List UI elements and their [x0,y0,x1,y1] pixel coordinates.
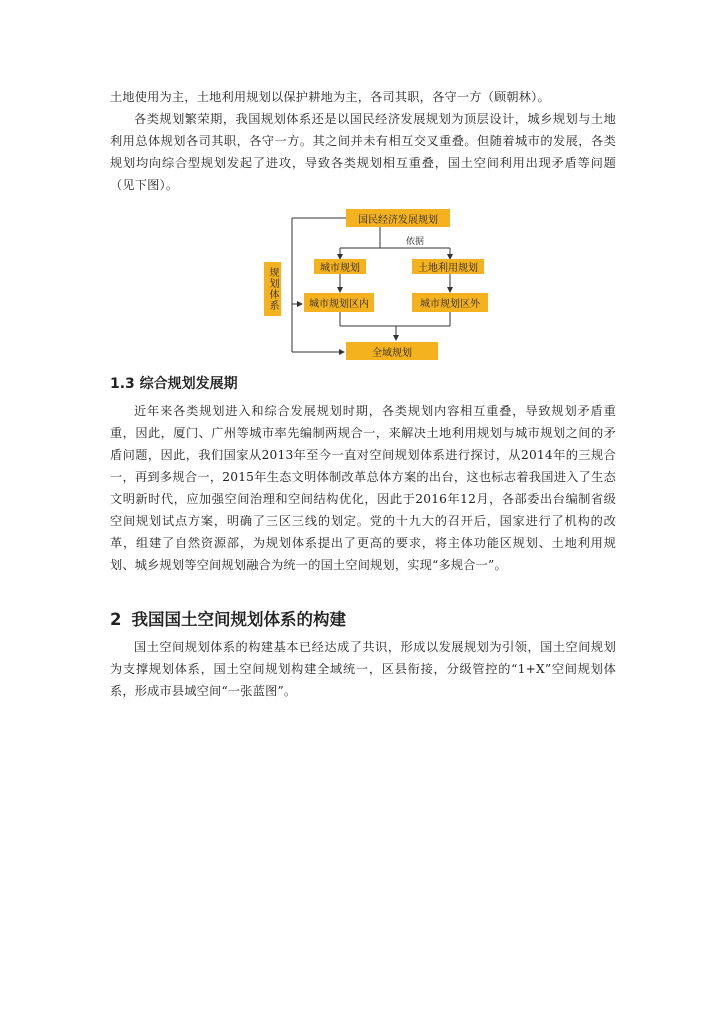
box-city-plan: 城市规划 [314,259,366,274]
paragraph-3: 近年来各类规划进入和综合发展规划时期，各类规划内容相互重叠，导致规划矛盾重重，因此，厦门、广州等城市率先编制两规合一，来解决土地利用规划与城市规划之间的矛盾问题，因此，我们国家从2013年至今一直对空间规划体系进行探讨，从2014年的三规合一，再到多规合一，2015年生态文明体制改革总体方案的出台，这也标志着我国进入了生态文明新时代，应加强空间治理和空间结构优化，因此于2016年12月，各部委出台编制省级空间规划试点方案，明确了三区三线的划定。党的十九大的召开后，国家进行了机构的改革，组建了自然资源部，为规划体系提出了更高的要求，将主体功能区规划、土地利用规划、城乡规划等空间规划融合为统一的国土空间规划，实现“多规合一”。 [110,404,616,572]
box-whole-area-plan: 全域规划 [346,342,438,360]
paragraph-2: 各类规划繁荣期，我国规划体系还是以国民经济发展规划为顶层设计，城乡规划与土地利用总体规划各司其职，各守一方。其之间并未有相互交叉重叠。但随着城市的发展，各类规划均向综合型规划发起了进攻，导致各类规划相互重叠，国土空间利用出现矛盾等问题（见下图）。 [110,112,616,192]
section-title: 我国国土空间规划体系的构建 [131,610,346,629]
box-city-plan-inside: 城市规划区内 [304,293,374,312]
box-national-economic-plan: 国民经济发展规划 [346,209,450,227]
box-land-use-plan: 土地利用规划 [412,259,484,274]
section-heading-2 [110,606,346,630]
box-planning-system: 规划体系 [264,262,281,316]
label-basis: 依据 [406,237,425,247]
paragraph-1: 土地使用为主，土地利用规划以保护耕地为主，各司其职，各守一方（顾朝林）。 [110,90,550,104]
planning-system-diagram [260,208,500,370]
section-number: 2 [110,610,122,629]
paragraph-4: 国土空间规划体系的构建基本已经达成了共识，形成以发展规划为引领，国土空间规划为支撑规划体系，国土空间规划构建全域统一，区县衔接，分级管控的“1+X”空间规划体系，形成市县域空间“一张蓝图”。 [110,640,616,698]
box-city-plan-outside: 城市规划区外 [412,293,488,312]
section-heading-1-3: 1.3 综合规划发展期 [110,376,238,392]
